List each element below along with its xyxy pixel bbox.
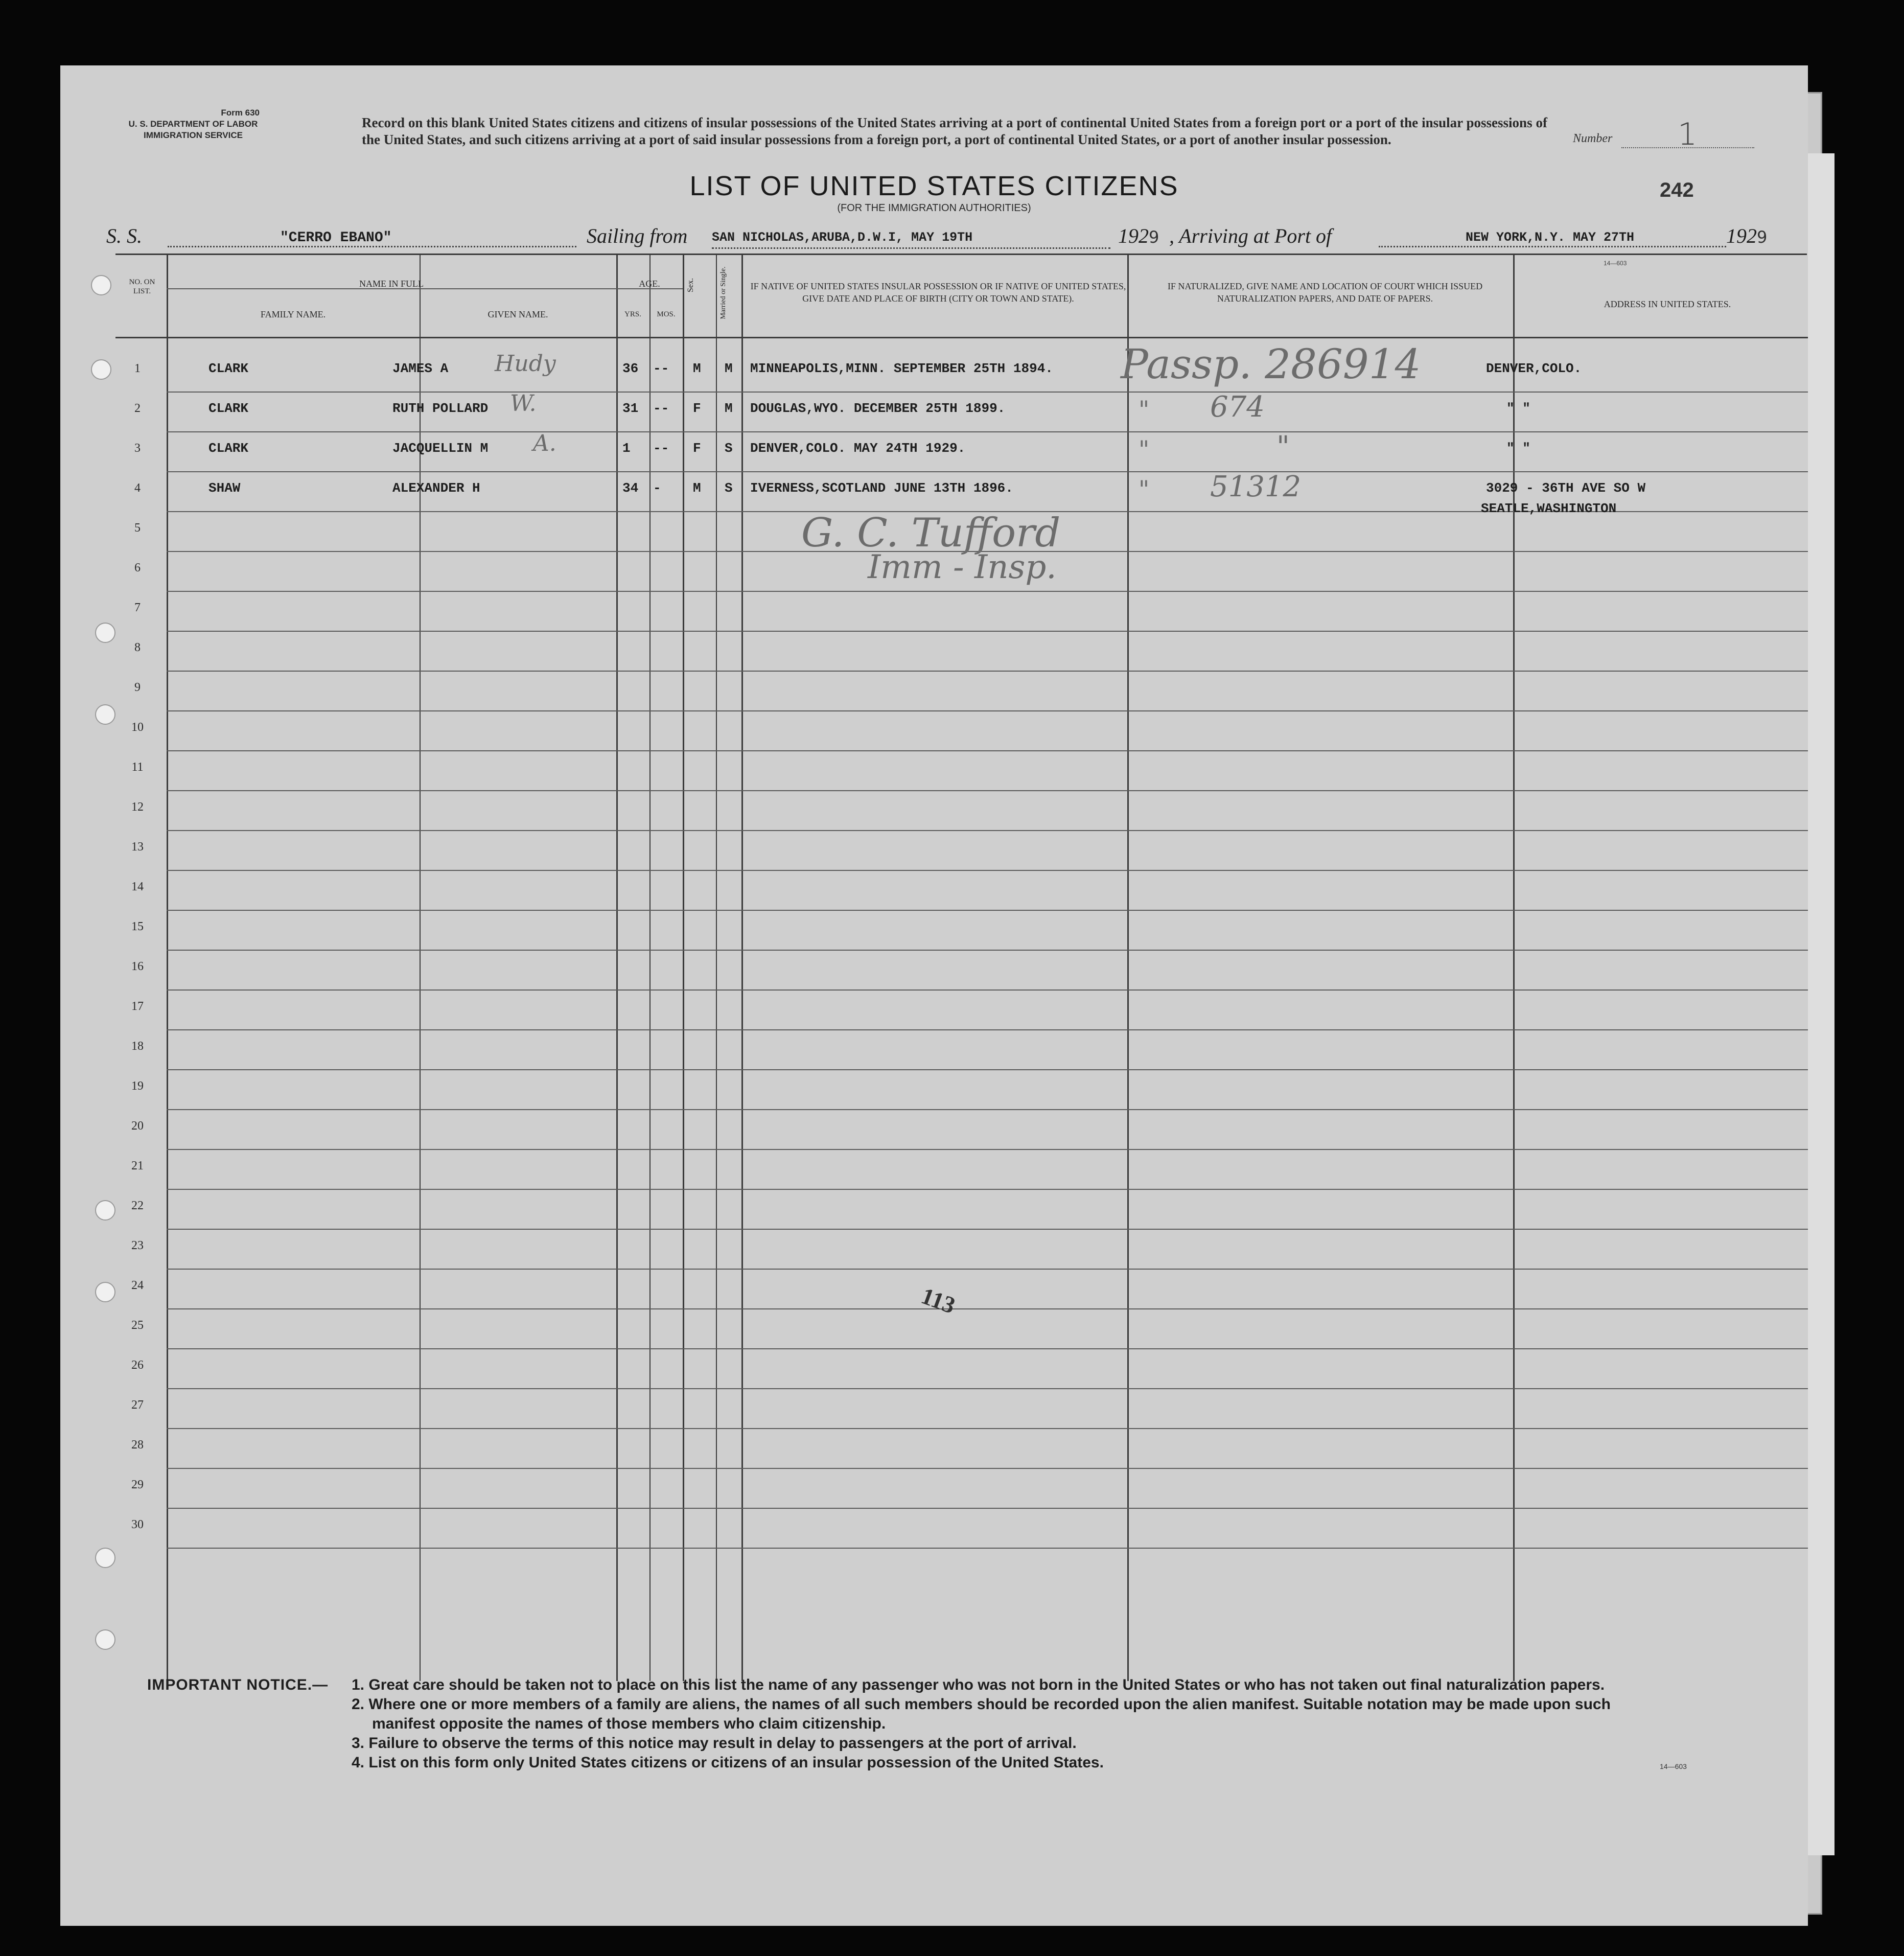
notice-item-3: 3. Failure to observe the terms of this notice may result in delay to passengers at the port of arrival. [352, 1735, 1077, 1752]
row-line [167, 1388, 1808, 1389]
punch-hole [95, 1200, 115, 1221]
col-head-years: YRS. [624, 310, 641, 318]
row-line [167, 671, 1808, 672]
cell-birth: DENVER,COLO. MAY 24TH 1929. [750, 441, 966, 456]
row-line [167, 1189, 1808, 1190]
row-number: 28 [131, 1438, 144, 1452]
col-divider [716, 255, 717, 1681]
punch-hole [91, 359, 111, 380]
record-instructions: Record on this blank United States citizens and citizens of insular possessions of the United States arriving at a port of continental United States from a foreign port or a port of the insular possessions of the United States, and such citizens arriving at a port of said insular possessions from a foreign port, a port of continental United States, or a port of another insular possession. [362, 115, 1547, 147]
given-name-annotation: W. [510, 390, 537, 417]
col-head-name-in-full: NAME IN FULL [359, 279, 424, 289]
arriving-at: NEW YORK,N.Y. MAY 27TH [1379, 230, 1726, 247]
form-number: Form 630 [221, 108, 260, 118]
col-head-months: MOS. [657, 310, 676, 318]
cell-family: CLARK [208, 401, 249, 416]
cell-birth: IVERNESS,SCOTLAND JUNE 13TH 1896. [750, 480, 1013, 496]
row-line [167, 790, 1808, 791]
punch-hole [95, 1629, 115, 1650]
row-number: 15 [131, 920, 144, 933]
row-line [167, 1428, 1808, 1429]
cell-family: SHAW [208, 480, 241, 496]
row-number: 8 [134, 641, 141, 654]
notice-item-2-cont: manifest opposite the names of those members who claim citizenship. [372, 1715, 886, 1732]
row-number: 18 [131, 1040, 144, 1053]
ditto-mark: " [1139, 396, 1150, 423]
row-number: 4 [134, 481, 141, 495]
col-head-birth: IF NATIVE OF UNITED STATES INSULAR POSSESSION OR IF NATIVE OF UNITED STATES, GIVE DATE AND PLACE OF BIRTH (CITY OR TOWN AND STATE). [750, 281, 1126, 304]
cell-given: ALEXANDER H [392, 480, 480, 496]
row-number: 17 [131, 1000, 144, 1013]
cell-addr: DENVER,COLO. [1486, 361, 1582, 376]
row-number: 24 [131, 1279, 144, 1292]
row-number: 25 [131, 1319, 144, 1332]
row-number: 30 [131, 1518, 144, 1531]
row-number: 3 [134, 442, 141, 455]
cell-addr: 3029 - 36TH AVE SO W [1486, 480, 1646, 496]
cell-sex: M [693, 480, 701, 496]
cell-ms: M [725, 401, 733, 416]
row-line [167, 1029, 1808, 1030]
cell-sex: M [693, 361, 701, 376]
cell-addr: " " [1506, 441, 1530, 456]
stamp-number: 113 [918, 1282, 959, 1319]
col-head-no: NO. ON LIST. [129, 278, 155, 295]
manifest-table [115, 254, 1807, 1681]
notice-label: IMPORTANT NOTICE.— [147, 1676, 329, 1693]
cell-given: RUTH POLLARD [392, 401, 489, 416]
row-number: 21 [131, 1159, 144, 1172]
year-departure: 1929 [1118, 224, 1159, 247]
row-number: 2 [134, 402, 141, 415]
footer-mark: 14—603 [1660, 1762, 1687, 1770]
given-name-annotation: A. [533, 430, 556, 456]
row-line [167, 1508, 1808, 1509]
cell-given: JAMES A [392, 361, 449, 376]
col-divider [1513, 255, 1515, 1681]
page-title: LIST OF UNITED STATES CITIZENS [689, 171, 1179, 201]
row-number: 16 [131, 960, 144, 973]
page-number: 242 [1660, 179, 1694, 201]
ship-name: "CERRO EBANO" [168, 230, 576, 247]
row-line [167, 1308, 1808, 1309]
punch-hole [95, 1282, 115, 1302]
col-divider [167, 255, 168, 1681]
row-number: 11 [131, 761, 144, 774]
number-label: Number [1573, 132, 1613, 145]
row-line [167, 870, 1808, 871]
punch-hole [95, 623, 115, 643]
row-number: 6 [134, 561, 141, 574]
row-line [167, 1548, 1808, 1549]
cell-sex: F [693, 401, 701, 416]
header-bottom-line [115, 337, 1808, 338]
cell-mos: -- [653, 361, 669, 376]
arriving-label: , Arriving at Port of [1169, 224, 1332, 247]
notice-item-1: 1. Great care should be taken not to place on this list the name of any passenger who was not born in the United States or who has not taken out final naturalization papers. [352, 1676, 1605, 1693]
row-line [167, 910, 1808, 911]
row-line [167, 1149, 1808, 1150]
col-head-address: ADDRESS IN UNITED STATES. [1604, 299, 1731, 309]
naturalization-note: 51312 [1210, 470, 1302, 503]
notice-item-4: 4. List on this form only United States citizens or citizens of an insular possession of the United States. [352, 1754, 1104, 1771]
row-number: 29 [131, 1478, 144, 1491]
naturalization-note: " [1276, 430, 1290, 464]
row-number: 23 [131, 1239, 144, 1252]
row-line [167, 710, 1808, 711]
col-divider [683, 255, 684, 1681]
cell-ms: M [725, 361, 733, 376]
row-line [167, 989, 1808, 991]
cell-ms: S [725, 480, 733, 496]
cell-yrs: 1 [622, 441, 631, 456]
col-divider [616, 255, 618, 1681]
row-line [167, 830, 1808, 831]
row-number: 12 [131, 800, 144, 814]
row-line [167, 431, 1808, 432]
row-number: 22 [131, 1199, 144, 1212]
col-head-given-name: GIVEN NAME. [487, 309, 548, 319]
cell-given: JACQUELLIN M [392, 441, 489, 456]
cell-birth: DOUGLAS,WYO. DECEMBER 25TH 1899. [750, 401, 1006, 416]
inspector-title: Imm - Insp. [868, 548, 1057, 586]
ditto-mark: " [1139, 435, 1150, 463]
row-line [167, 1069, 1808, 1070]
cell-yrs: 36 [622, 361, 639, 376]
punch-hole [95, 704, 115, 725]
col-head-married: Married or Single. [719, 266, 727, 319]
row-line [167, 1109, 1808, 1110]
row-line [167, 471, 1808, 472]
col-divider [649, 255, 651, 1681]
col-head-family-name: FAMILY NAME. [260, 309, 326, 319]
col-head-age: AGE. [639, 279, 660, 289]
cell-family: CLARK [208, 441, 249, 456]
row-line [167, 591, 1808, 592]
gpo-mark: 14—603 [1604, 260, 1627, 267]
manifest-page [60, 65, 1808, 1926]
row-number: 14 [131, 880, 144, 893]
cell-ms: S [725, 441, 733, 456]
col-divider [420, 255, 421, 1681]
cell-sex: F [693, 441, 701, 456]
sailing-from: SAN NICHOLAS,ARUBA,D.W.I, MAY 19TH [712, 230, 1110, 249]
col-divider [1127, 255, 1129, 1681]
row-number: 5 [134, 521, 141, 535]
row-line [167, 1348, 1808, 1349]
notice-item-2: 2. Where one or more members of a family are aliens, the names of all such members should be recorded upon the alien manifest. Suitable notation may be made upon such [352, 1696, 1611, 1713]
row-line [167, 1229, 1808, 1230]
service: IMMIGRATION SERVICE [144, 130, 243, 140]
inspector-signature: G. C. Tufford [801, 510, 1061, 556]
col-divider [741, 255, 743, 1681]
ss-label: S. S. [106, 224, 142, 247]
row-number: 27 [131, 1398, 144, 1412]
row-line [167, 750, 1808, 751]
form-header [106, 107, 280, 141]
row-number: 20 [131, 1119, 144, 1133]
sailing-label: Sailing from [587, 224, 688, 247]
row-line [167, 950, 1808, 951]
row-number: 13 [131, 840, 144, 854]
row-number: 26 [131, 1359, 144, 1372]
row-line [167, 1269, 1808, 1270]
col-head-sex: Sex. [686, 278, 695, 292]
cell-family: CLARK [208, 361, 249, 376]
cell-yrs: 34 [622, 480, 639, 496]
cell-mos: -- [653, 441, 669, 456]
cell-birth: MINNEAPOLIS,MINN. SEPTEMBER 25TH 1894. [750, 361, 1053, 376]
row-number: 7 [134, 601, 141, 614]
year-arrival: 1929 [1726, 224, 1768, 247]
row-number: 9 [134, 681, 141, 694]
punch-hole [95, 1548, 115, 1568]
cell-mos: -- [653, 401, 669, 416]
punch-hole [91, 275, 111, 295]
row-number: 10 [131, 721, 144, 734]
given-name-annotation: Hudy [495, 351, 556, 377]
row-number: 19 [131, 1079, 144, 1093]
cell-addr: " " [1506, 401, 1530, 416]
row-number: 1 [134, 362, 141, 375]
naturalization-note: Passp. 286914 [1121, 340, 1421, 388]
naturalization-note: 674 [1210, 390, 1265, 424]
page-subtitle: (FOR THE IMMIGRATION AUTHORITIES) [837, 202, 1031, 214]
ditto-mark: " [1139, 475, 1150, 503]
col-head-naturalized: IF NATURALIZED, GIVE NAME AND LOCATION OF COURT WHICH ISSUED NATURALIZATION PAPERS, AND DATE OF PAPERS. [1167, 281, 1483, 304]
cell-mos: - [653, 480, 661, 496]
cell-addr2: SEATLE,WASHINGTON [1481, 501, 1617, 516]
number-value: 1 [1678, 117, 1698, 152]
row-line [167, 1468, 1808, 1469]
row-line [167, 631, 1808, 632]
row-line [167, 392, 1808, 393]
department: U. S. DEPARTMENT OF LABOR [128, 119, 258, 129]
cell-yrs: 31 [622, 401, 639, 416]
